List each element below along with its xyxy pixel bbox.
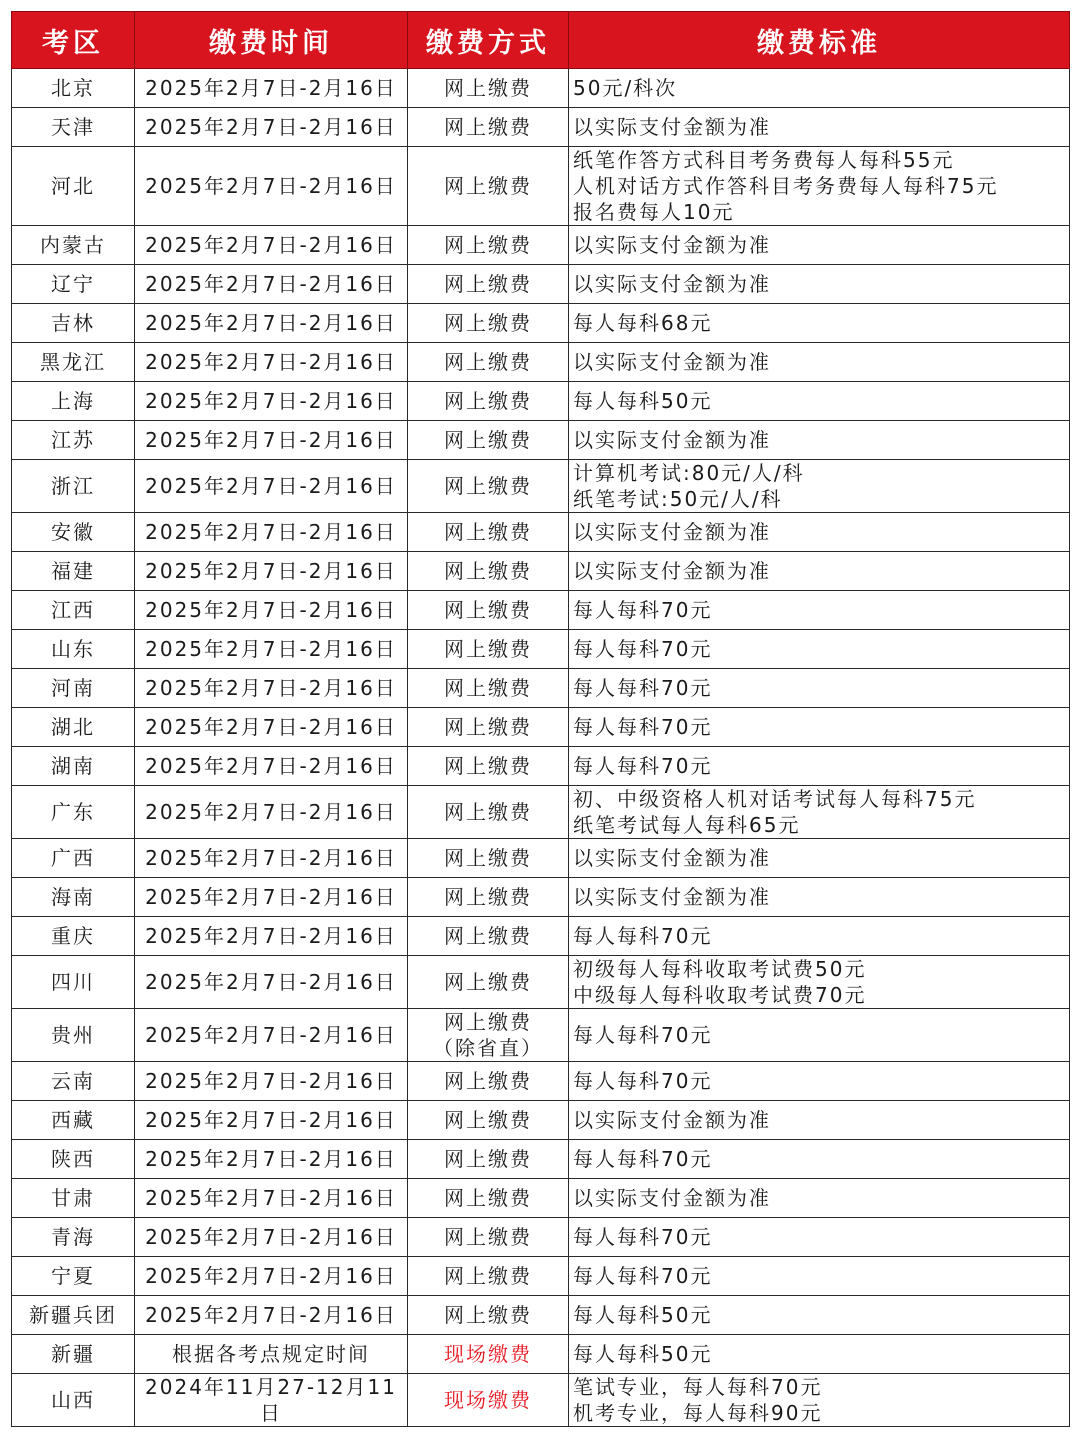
method-cell: 网上缴费 xyxy=(408,839,569,878)
standard-cell: 每人每科70元 xyxy=(569,1062,1070,1101)
method-cell: 网上缴费 xyxy=(408,1179,569,1218)
table-row xyxy=(12,747,1070,786)
method-cell: 网上缴费 xyxy=(408,1257,569,1296)
standard-cell: 以实际支付金额为准 xyxy=(569,1179,1070,1218)
table-row xyxy=(12,421,1070,460)
region-cell: 上海 xyxy=(12,382,135,421)
region-cell: 河北 xyxy=(12,147,135,226)
standard-cell: 以实际支付金额为准 xyxy=(569,265,1070,304)
standard-cell: 每人每科50元 xyxy=(569,1296,1070,1335)
standard-cell: 以实际支付金额为准 xyxy=(569,552,1070,591)
region-cell: 辽宁 xyxy=(12,265,135,304)
time-cell: 2025年2月7日-2月16日 xyxy=(135,1101,408,1140)
method-cell: 网上缴费 xyxy=(408,382,569,421)
standard-cell: 每人每科50元 xyxy=(569,1335,1070,1374)
method-cell: 网上缴费 xyxy=(408,265,569,304)
method-cell: 网上缴费 xyxy=(408,669,569,708)
region-cell: 河南 xyxy=(12,669,135,708)
standard-cell: 每人每科70元 xyxy=(569,1140,1070,1179)
method-cell: 网上缴费 xyxy=(408,786,569,839)
table-row xyxy=(12,1179,1070,1218)
method-cell: 网上缴费 xyxy=(408,460,569,513)
table-body xyxy=(12,69,1070,1427)
method-cell: 网上缴费 xyxy=(408,917,569,956)
table-row xyxy=(12,1101,1070,1140)
standard-cell: 以实际支付金额为准 xyxy=(569,421,1070,460)
method-cell: 网上缴费 xyxy=(408,108,569,147)
time-cell: 2025年2月7日-2月16日 xyxy=(135,1009,408,1062)
standard-cell: 50元/科次 xyxy=(569,69,1070,108)
time-cell: 2025年2月7日-2月16日 xyxy=(135,839,408,878)
method-cell: 网上缴费 xyxy=(408,591,569,630)
standard-cell: 每人每科70元 xyxy=(569,1218,1070,1257)
standard-cell: 以实际支付金额为准 xyxy=(569,226,1070,265)
time-cell: 2025年2月7日-2月16日 xyxy=(135,382,408,421)
standard-cell: 每人每科70元 xyxy=(569,708,1070,747)
time-cell: 2025年2月7日-2月16日 xyxy=(135,1218,408,1257)
region-cell: 宁夏 xyxy=(12,1257,135,1296)
table-row xyxy=(12,1140,1070,1179)
time-cell: 2025年2月7日-2月16日 xyxy=(135,1062,408,1101)
region-cell: 内蒙古 xyxy=(12,226,135,265)
method-cell: 网上缴费 xyxy=(408,708,569,747)
time-cell: 2025年2月7日-2月16日 xyxy=(135,1296,408,1335)
table-row xyxy=(12,552,1070,591)
region-cell: 广东 xyxy=(12,786,135,839)
region-cell: 四川 xyxy=(12,956,135,1009)
method-cell: 网上缴费 xyxy=(408,956,569,1009)
table-row xyxy=(12,669,1070,708)
time-cell: 2025年2月7日-2月16日 xyxy=(135,1140,408,1179)
header-standard: 缴费标准 xyxy=(569,12,1070,69)
region-cell: 贵州 xyxy=(12,1009,135,1062)
time-cell: 2025年2月7日-2月16日 xyxy=(135,69,408,108)
time-cell: 2025年2月7日-2月16日 xyxy=(135,460,408,513)
standard-cell: 计算机考试:80元/人/科 纸笔考试:50元/人/科 xyxy=(569,460,1070,513)
region-cell: 浙江 xyxy=(12,460,135,513)
time-cell: 2025年2月7日-2月16日 xyxy=(135,786,408,839)
region-cell: 广西 xyxy=(12,839,135,878)
time-cell: 根据各考点规定时间 xyxy=(135,1335,408,1374)
standard-cell: 每人每科70元 xyxy=(569,669,1070,708)
time-cell: 2025年2月7日-2月16日 xyxy=(135,513,408,552)
method-cell: 网上缴费 xyxy=(408,69,569,108)
fee-table-container xyxy=(11,11,1069,1427)
header-method: 缴费方式 xyxy=(408,12,569,69)
table-row xyxy=(12,878,1070,917)
standard-cell: 初、中级资格人机对话考试每人每科75元 纸笔考试每人每科65元 xyxy=(569,786,1070,839)
time-cell: 2025年2月7日-2月16日 xyxy=(135,591,408,630)
time-cell: 2024年11月27-12月11日 xyxy=(135,1374,408,1427)
time-cell: 2025年2月7日-2月16日 xyxy=(135,552,408,591)
region-cell: 湖北 xyxy=(12,708,135,747)
table-row xyxy=(12,1335,1070,1374)
table-row xyxy=(12,343,1070,382)
table-row xyxy=(12,69,1070,108)
time-cell: 2025年2月7日-2月16日 xyxy=(135,708,408,747)
time-cell: 2025年2月7日-2月16日 xyxy=(135,1179,408,1218)
region-cell: 海南 xyxy=(12,878,135,917)
header-row xyxy=(12,12,1070,69)
table-row xyxy=(12,108,1070,147)
standard-cell: 每人每科68元 xyxy=(569,304,1070,343)
header-region: 考区 xyxy=(12,12,135,69)
region-cell: 山东 xyxy=(12,630,135,669)
table-row xyxy=(12,1374,1070,1427)
time-cell: 2025年2月7日-2月16日 xyxy=(135,421,408,460)
method-cell: 网上缴费 xyxy=(408,630,569,669)
region-cell: 新疆兵团 xyxy=(12,1296,135,1335)
time-cell: 2025年2月7日-2月16日 xyxy=(135,108,408,147)
standard-cell: 纸笔作答方式科目考务费每人每科55元 人机对话方式作答科目考务费每人每科75元 报名费每人10元 xyxy=(569,147,1070,226)
time-cell: 2025年2月7日-2月16日 xyxy=(135,265,408,304)
time-cell: 2025年2月7日-2月16日 xyxy=(135,226,408,265)
time-cell: 2025年2月7日-2月16日 xyxy=(135,747,408,786)
method-cell: 网上缴费 xyxy=(408,1062,569,1101)
method-cell: 网上缴费 xyxy=(408,1296,569,1335)
time-cell: 2025年2月7日-2月16日 xyxy=(135,304,408,343)
standard-cell: 笔试专业，每人每科70元 机考专业，每人每科90元 xyxy=(569,1374,1070,1427)
method-cell: 网上缴费 xyxy=(408,552,569,591)
table-row xyxy=(12,304,1070,343)
standard-cell: 每人每科50元 xyxy=(569,382,1070,421)
table-row xyxy=(12,708,1070,747)
table-row xyxy=(12,1296,1070,1335)
fee-table xyxy=(11,11,1070,1427)
region-cell: 新疆 xyxy=(12,1335,135,1374)
method-cell: 网上缴费 xyxy=(408,878,569,917)
table-row xyxy=(12,786,1070,839)
method-cell: 网上缴费 xyxy=(408,1140,569,1179)
table-row xyxy=(12,1218,1070,1257)
region-cell: 江苏 xyxy=(12,421,135,460)
table-row xyxy=(12,917,1070,956)
region-cell: 云南 xyxy=(12,1062,135,1101)
standard-cell: 以实际支付金额为准 xyxy=(569,878,1070,917)
region-cell: 甘肃 xyxy=(12,1179,135,1218)
table-row xyxy=(12,460,1070,513)
standard-cell: 以实际支付金额为准 xyxy=(569,343,1070,382)
standard-cell: 每人每科70元 xyxy=(569,917,1070,956)
time-cell: 2025年2月7日-2月16日 xyxy=(135,630,408,669)
method-cell: 网上缴费 xyxy=(408,226,569,265)
time-cell: 2025年2月7日-2月16日 xyxy=(135,878,408,917)
standard-cell: 以实际支付金额为准 xyxy=(569,513,1070,552)
method-cell: 网上缴费 xyxy=(408,1101,569,1140)
table-row xyxy=(12,1062,1070,1101)
method-cell: 现场缴费 xyxy=(408,1374,569,1427)
table-row xyxy=(12,147,1070,226)
time-cell: 2025年2月7日-2月16日 xyxy=(135,956,408,1009)
method-cell: 网上缴费 xyxy=(408,1218,569,1257)
table-row xyxy=(12,1257,1070,1296)
standard-cell: 初级每人每科收取考试费50元 中级每人每科收取考试费70元 xyxy=(569,956,1070,1009)
table-row xyxy=(12,382,1070,421)
region-cell: 青海 xyxy=(12,1218,135,1257)
standard-cell: 每人每科70元 xyxy=(569,747,1070,786)
table-row xyxy=(12,1009,1070,1062)
time-cell: 2025年2月7日-2月16日 xyxy=(135,1257,408,1296)
header-time: 缴费时间 xyxy=(135,12,408,69)
table-row xyxy=(12,591,1070,630)
method-cell: 网上缴费 xyxy=(408,343,569,382)
region-cell: 吉林 xyxy=(12,304,135,343)
method-cell: 网上缴费 xyxy=(408,747,569,786)
method-cell: 网上缴费 xyxy=(408,513,569,552)
standard-cell: 以实际支付金额为准 xyxy=(569,839,1070,878)
table-row xyxy=(12,956,1070,1009)
region-cell: 重庆 xyxy=(12,917,135,956)
region-cell: 北京 xyxy=(12,69,135,108)
standard-cell: 以实际支付金额为准 xyxy=(569,108,1070,147)
method-cell: 网上缴费 xyxy=(408,421,569,460)
region-cell: 陕西 xyxy=(12,1140,135,1179)
method-cell: 网上缴费 xyxy=(408,147,569,226)
time-cell: 2025年2月7日-2月16日 xyxy=(135,669,408,708)
region-cell: 山西 xyxy=(12,1374,135,1427)
table-row xyxy=(12,513,1070,552)
region-cell: 安徽 xyxy=(12,513,135,552)
region-cell: 福建 xyxy=(12,552,135,591)
table-row xyxy=(12,226,1070,265)
method-cell: 现场缴费 xyxy=(408,1335,569,1374)
time-cell: 2025年2月7日-2月16日 xyxy=(135,147,408,226)
method-cell: 网上缴费 （除省直） xyxy=(408,1009,569,1062)
standard-cell: 每人每科70元 xyxy=(569,630,1070,669)
region-cell: 西藏 xyxy=(12,1101,135,1140)
region-cell: 黑龙江 xyxy=(12,343,135,382)
time-cell: 2025年2月7日-2月16日 xyxy=(135,917,408,956)
method-cell: 网上缴费 xyxy=(408,304,569,343)
region-cell: 天津 xyxy=(12,108,135,147)
time-cell: 2025年2月7日-2月16日 xyxy=(135,343,408,382)
region-cell: 江西 xyxy=(12,591,135,630)
standard-cell: 以实际支付金额为准 xyxy=(569,1101,1070,1140)
table-row xyxy=(12,630,1070,669)
standard-cell: 每人每科70元 xyxy=(569,591,1070,630)
standard-cell: 每人每科70元 xyxy=(569,1009,1070,1062)
standard-cell: 每人每科70元 xyxy=(569,1257,1070,1296)
table-row xyxy=(12,265,1070,304)
table-row xyxy=(12,839,1070,878)
region-cell: 湖南 xyxy=(12,747,135,786)
